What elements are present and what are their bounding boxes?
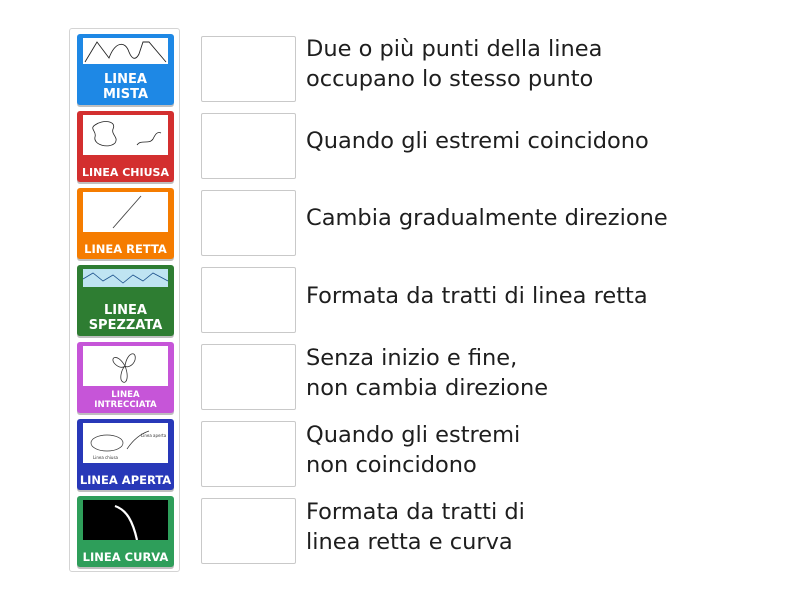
drop-slot-1[interactable] (201, 36, 296, 102)
tile-label: LINEA CURVA (82, 550, 169, 565)
drop-slot-6[interactable] (201, 421, 296, 487)
tile-label: LINEA APERTA (79, 473, 172, 488)
drop-slot-7[interactable] (201, 498, 296, 564)
tile-linea-intrecciata[interactable] (77, 342, 174, 413)
description-6: Quando gli estremi non coincidono (306, 422, 521, 478)
drop-slot-2[interactable] (201, 113, 296, 179)
tile-label: LINEA INTRECCIATA (94, 390, 157, 410)
tile-linea-mista[interactable] (77, 34, 174, 105)
drop-slot-4[interactable] (201, 267, 296, 333)
drop-slot-3[interactable] (201, 190, 296, 256)
tile-label: LINEA MISTA (102, 72, 149, 102)
tile-label: LINEA CHIUSA (82, 165, 169, 179)
tile-linea-chiusa[interactable] (77, 111, 174, 182)
tile-linea-curva[interactable] (77, 496, 174, 567)
description-5: Senza inizio e fine, non cambia direzione (306, 345, 549, 401)
description-1: Due o più punti della linea occupano lo stesso punto (306, 36, 603, 92)
tile-linea-retta[interactable] (77, 188, 174, 259)
broken-line-picture (83, 269, 168, 287)
closed-line-picture (83, 115, 168, 155)
curved-line-picture (83, 500, 168, 540)
answer-tray (69, 28, 180, 572)
description-3: Cambia gradualmente direzione (306, 205, 668, 231)
description-2: Quando gli estremi coincidono (306, 128, 649, 154)
picture-caption: Linea chiusa (93, 455, 118, 460)
description-4: Formata da tratti di linea retta (306, 283, 648, 309)
crossed-line-picture (83, 346, 168, 386)
description-7: Formata da tratti di linea retta e curva (306, 499, 525, 555)
drop-slot-5[interactable] (201, 344, 296, 410)
tile-label: LINEA SPEZZATA (88, 303, 163, 333)
tile-label: LINEA RETTA (84, 242, 167, 257)
tile-linea-aperta[interactable] (77, 419, 174, 490)
open-line-picture (83, 423, 168, 463)
picture-caption: Linea aperta (141, 433, 167, 438)
mixed-line-picture (83, 38, 168, 64)
straight-line-picture (83, 192, 168, 232)
tile-linea-spezzata[interactable] (77, 265, 174, 336)
